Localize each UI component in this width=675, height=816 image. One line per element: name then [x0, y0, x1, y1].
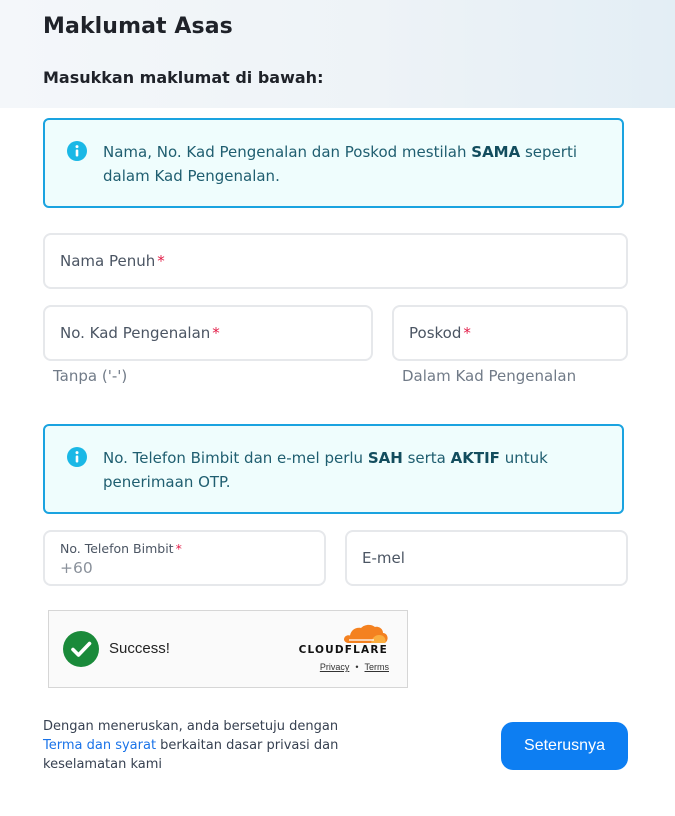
captcha-status: Success! — [109, 640, 170, 657]
alert-text-part: Nama, No. Kad Pengenalan dan Poskod mestilah — [103, 143, 472, 161]
page-title: Maklumat Asas — [43, 14, 233, 39]
alert-text-part: seperti dalam Kad Pengenalan. — [103, 143, 577, 185]
required-marker: * — [212, 324, 220, 342]
postcode-field[interactable] — [392, 305, 628, 361]
full-name-field[interactable] — [43, 233, 628, 289]
consent-text-part: Dengan meneruskan, anda bersetuju dengan — [43, 719, 339, 734]
consent-text — [43, 717, 373, 774]
full-name-label — [60, 252, 165, 270]
page-subtitle: Masukkan maklumat di bawah: — [43, 68, 324, 87]
phone-value: +60 — [60, 559, 93, 577]
privacy-link[interactable]: Privacy — [319, 662, 350, 672]
captcha-links — [289, 662, 389, 672]
alert-text-bold: SAH — [367, 449, 403, 467]
alert-text-part: untuk penerimaan OTP. — [103, 449, 548, 491]
email-label: E-mel — [362, 549, 405, 567]
terms-conditions-link[interactable]: Terma dan syarat — [43, 738, 157, 753]
alert-text — [103, 140, 602, 188]
ic-number-label — [60, 324, 220, 342]
postcode-hint: Dalam Kad Pengenalan — [402, 367, 577, 385]
alert-text — [103, 446, 602, 494]
info-circle-icon — [67, 447, 87, 467]
email-field[interactable] — [345, 530, 628, 586]
terms-link[interactable]: Terms — [364, 662, 389, 672]
postcode-label-text: Poskod — [409, 324, 462, 342]
captcha-widget[interactable] — [48, 610, 408, 688]
alert-text-bold: SAMA — [471, 143, 521, 161]
success-check-icon — [63, 631, 99, 667]
cloudflare-wordmark: CLOUDFLARE — [298, 644, 388, 656]
phone-label — [60, 541, 182, 556]
ic-number-label-text: No. Kad Pengenalan — [60, 324, 211, 342]
info-circle-icon — [67, 141, 87, 161]
postcode-label — [409, 324, 471, 342]
ic-number-hint: Tanpa ('-') — [53, 367, 128, 385]
alert-text-part: No. Telefon Bimbit dan e-mel perlu — [103, 449, 368, 467]
consent-text-part: berkaitan dasar privasi dan keselamatan kami — [43, 738, 339, 772]
alert-text-part: serta — [402, 449, 451, 467]
required-marker: * — [463, 324, 471, 342]
ic-number-field[interactable] — [43, 305, 373, 361]
phone-label-text: No. Telefon Bimbit — [60, 541, 174, 556]
full-name-label-text: Nama Penuh — [60, 252, 156, 270]
next-button[interactable]: Seterusnya — [501, 722, 628, 770]
alert-text-bold: AKTIF — [450, 449, 500, 467]
info-alert-contact — [43, 424, 624, 514]
cloudflare-logo-icon — [341, 623, 389, 645]
required-marker: * — [175, 541, 182, 556]
phone-field[interactable] — [43, 530, 326, 586]
link-separator: • — [355, 662, 359, 672]
info-alert-identity — [43, 118, 624, 208]
required-marker: * — [157, 252, 165, 270]
